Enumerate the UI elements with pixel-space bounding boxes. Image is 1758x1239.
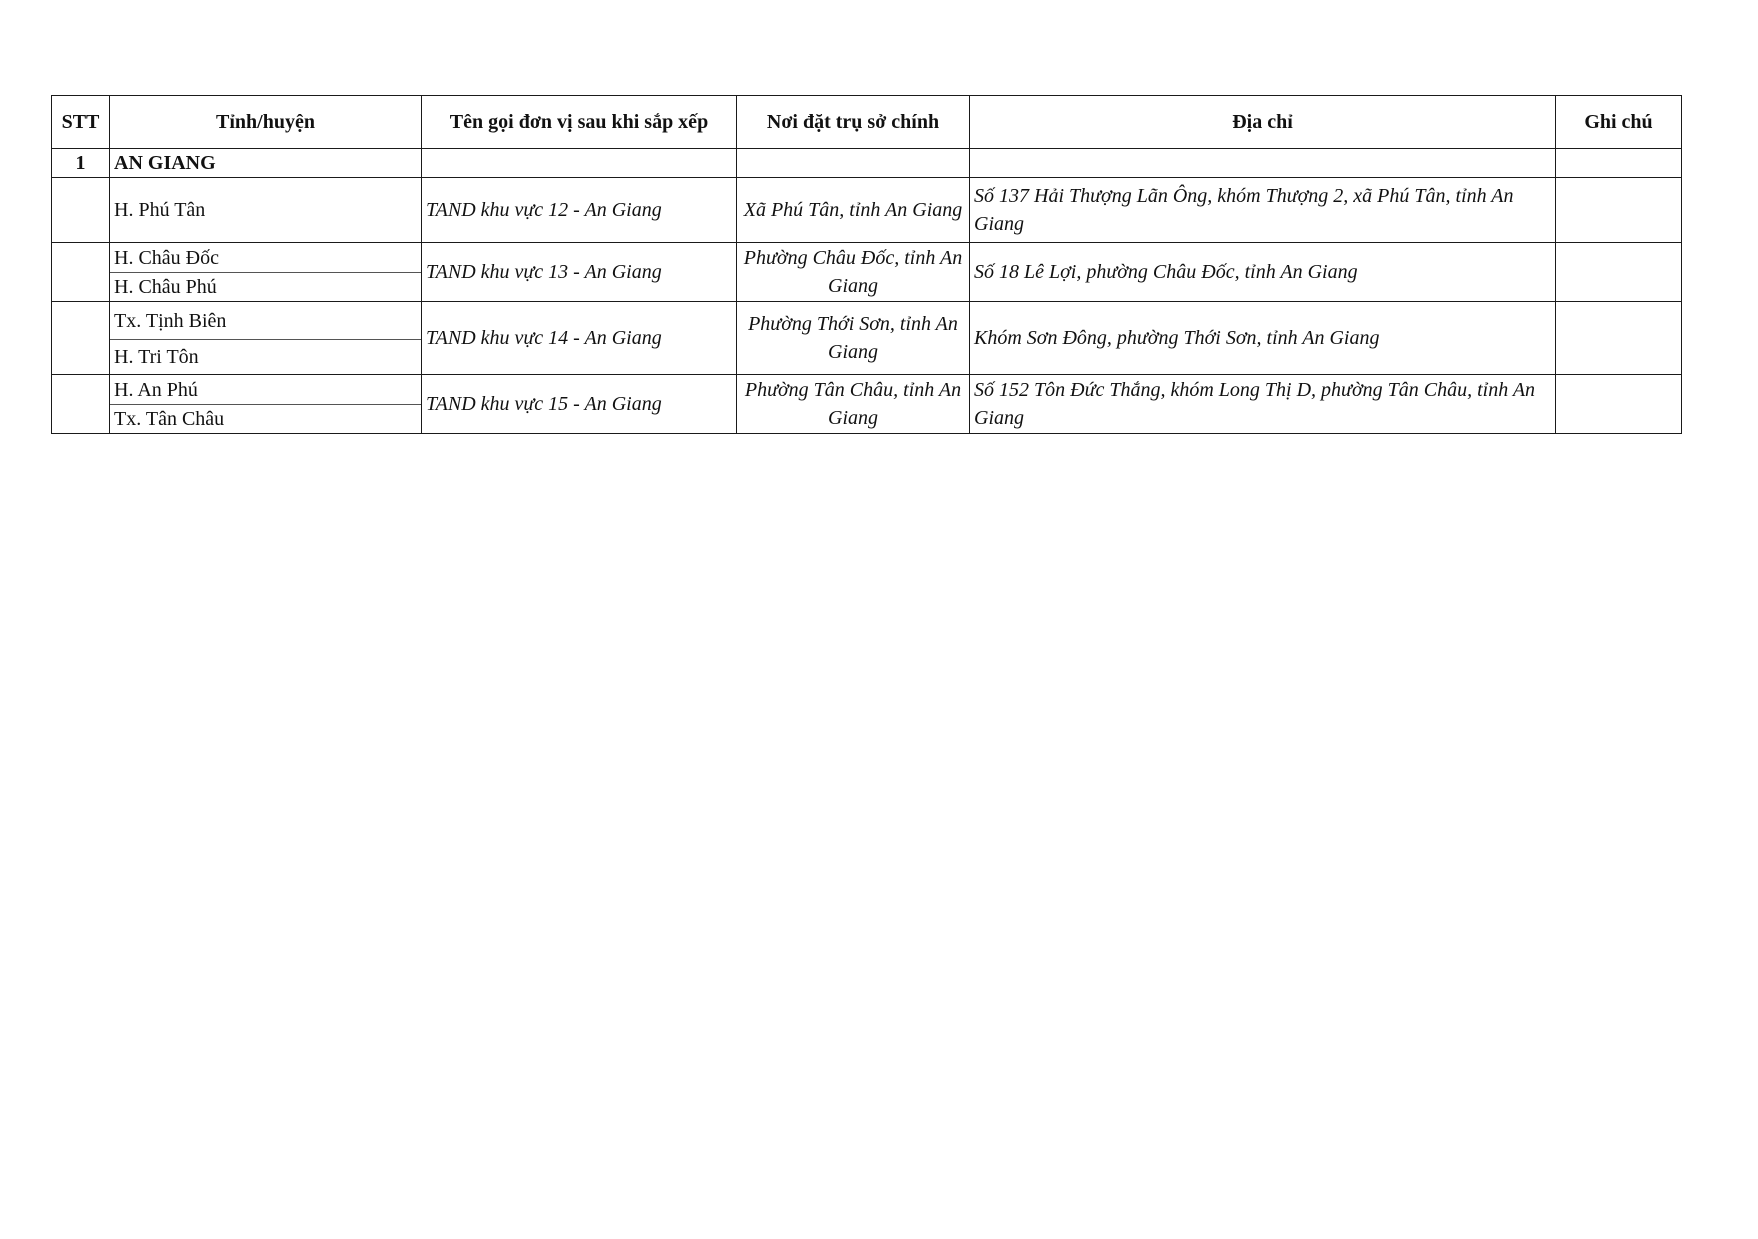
headquarters: Xã Phú Tân, tỉnh An Giang	[737, 178, 970, 243]
district-name: H. An Phú	[114, 378, 198, 401]
header-note: Ghi chú	[1556, 96, 1682, 149]
province-row	[52, 149, 1682, 178]
unit-new-name: TAND khu vực 13 - An Giang	[422, 243, 737, 302]
row-stt	[52, 375, 110, 434]
row-stt	[52, 178, 110, 243]
header-name: Tên gọi đơn vị sau khi sắp xếp	[422, 96, 737, 149]
note	[1556, 302, 1682, 375]
row-stt	[52, 302, 110, 375]
header-unit: Tỉnh/huyện	[110, 96, 422, 149]
table-row	[52, 178, 1682, 243]
district-name: Tx. Tịnh Biên	[114, 309, 227, 332]
district-name: H. Tri Tôn	[110, 339, 421, 374]
unit-cell	[110, 178, 422, 243]
district-name: H. Phú Tân	[114, 199, 206, 221]
district-name: H. Châu Phú	[110, 272, 421, 301]
header-address: Địa chỉ	[970, 96, 1556, 149]
empty-cell	[422, 149, 737, 178]
unit-cell	[110, 243, 422, 302]
unit-cell	[110, 375, 422, 434]
unit-new-name: TAND khu vực 15 - An Giang	[422, 375, 737, 434]
headquarters: Phường Tân Châu, tỉnh An Giang	[737, 375, 970, 434]
headquarters: Phường Châu Đốc, tỉnh An Giang	[737, 243, 970, 302]
district-name: H. Châu Đốc	[114, 246, 219, 269]
unit-cell	[110, 302, 422, 375]
province-stt: 1	[52, 149, 110, 178]
unit-new-name: TAND khu vực 12 - An Giang	[422, 178, 737, 243]
district-name: Tx. Tân Châu	[110, 404, 421, 433]
header-hq: Nơi đặt trụ sở chính	[737, 96, 970, 149]
court-units-table	[51, 95, 1682, 434]
address: Số 137 Hải Thượng Lãn Ông, khóm Thượng 2, xã Phú Tân, tỉnh An Giang	[970, 178, 1556, 243]
table-row	[52, 243, 1682, 302]
note	[1556, 243, 1682, 302]
table-row	[52, 375, 1682, 434]
header-stt: STT	[52, 96, 110, 149]
empty-cell	[737, 149, 970, 178]
table-header-row	[52, 96, 1682, 149]
empty-cell	[970, 149, 1556, 178]
province-name: AN GIANG	[110, 149, 422, 178]
headquarters: Phường Thới Sơn, tỉnh An Giang	[737, 302, 970, 375]
address: Số 152 Tôn Đức Thắng, khóm Long Thị D, phường Tân Châu, tỉnh An Giang	[970, 375, 1556, 434]
unit-new-name: TAND khu vực 14 - An Giang	[422, 302, 737, 375]
address: Số 18 Lê Lợi, phường Châu Đốc, tỉnh An Giang	[970, 243, 1556, 302]
row-stt	[52, 243, 110, 302]
address: Khóm Sơn Đông, phường Thới Sơn, tỉnh An Giang	[970, 302, 1556, 375]
note	[1556, 375, 1682, 434]
note	[1556, 178, 1682, 243]
empty-cell	[1556, 149, 1682, 178]
table-row	[52, 302, 1682, 375]
